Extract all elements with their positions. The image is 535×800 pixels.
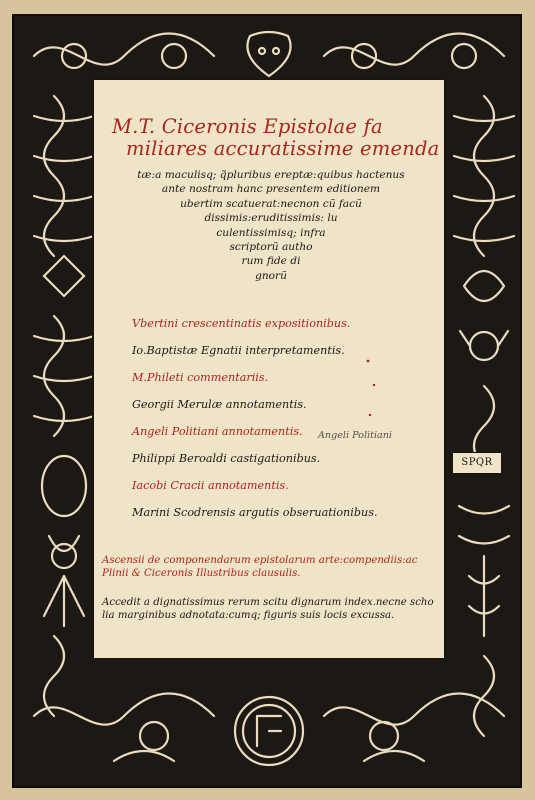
subtitle-line: tæ:a maculisq; q̃pluribus ereptæ:quibus hactenus	[137, 169, 405, 181]
subtitle-line: rum fide di	[241, 255, 301, 268]
title-line: miliares accuratissime emenda	[126, 137, 440, 160]
accedit-line: Accedit a dignatissimus rerum scitu dignarum index.necne scho	[102, 597, 434, 608]
ascensii-line: Ascensii de componendarum epistolarum arte:compendiis:ac	[102, 555, 418, 566]
subtitle-line: ante nostram hanc presentem editionem	[161, 183, 381, 196]
handwritten-annotation: Angeli Politiani	[318, 430, 392, 441]
commentator-entry: Georgii Merulæ annotamentis.	[132, 398, 307, 411]
subtitle-line: scriptorũ autho	[229, 241, 313, 254]
accedit-line: lia marginibus adnotata:cumq; figuris suis locis excussa.	[102, 610, 395, 622]
subtitle-line: dissimis:eruditissimis: lu	[204, 212, 338, 225]
commentator-entry: Io.Baptistæ Egnatii interpretamentis.	[132, 344, 345, 357]
title-panel	[92, 78, 446, 660]
commentator-entry: Marini Scodrensis argutis obseruationibus.	[132, 506, 378, 519]
subtitle-line: ubertim scatuerat:necnon cũ facũ	[180, 197, 362, 210]
subtitle-block	[94, 168, 448, 283]
commentator-entry: Angeli Politiani annotamentis.	[132, 425, 303, 438]
subtitle-line: culentissimisq; infra	[216, 226, 326, 239]
title-line: M.T. Ciceronis Epistolae fa	[112, 115, 383, 138]
commentator-entry: Philippi Beroaldi castigationibus.	[132, 452, 321, 465]
ink-marks	[362, 355, 382, 435]
spqr-plaque: SPQR	[452, 452, 502, 474]
subtitle-line: gnorũ	[255, 269, 287, 282]
commentator-entry: Vbertini crescentinatis expositionibus.	[132, 317, 351, 330]
ascensii-line: Plinii & Ciceronis Illustribus clausulis.	[102, 568, 301, 580]
commentator-entry: Iacobi Cracii annotamentis.	[132, 479, 289, 492]
accedit-block	[102, 596, 447, 623]
ascensii-block	[102, 554, 447, 581]
commentator-entry: M.Phileti commentariis.	[132, 371, 269, 384]
main-title	[108, 116, 438, 160]
